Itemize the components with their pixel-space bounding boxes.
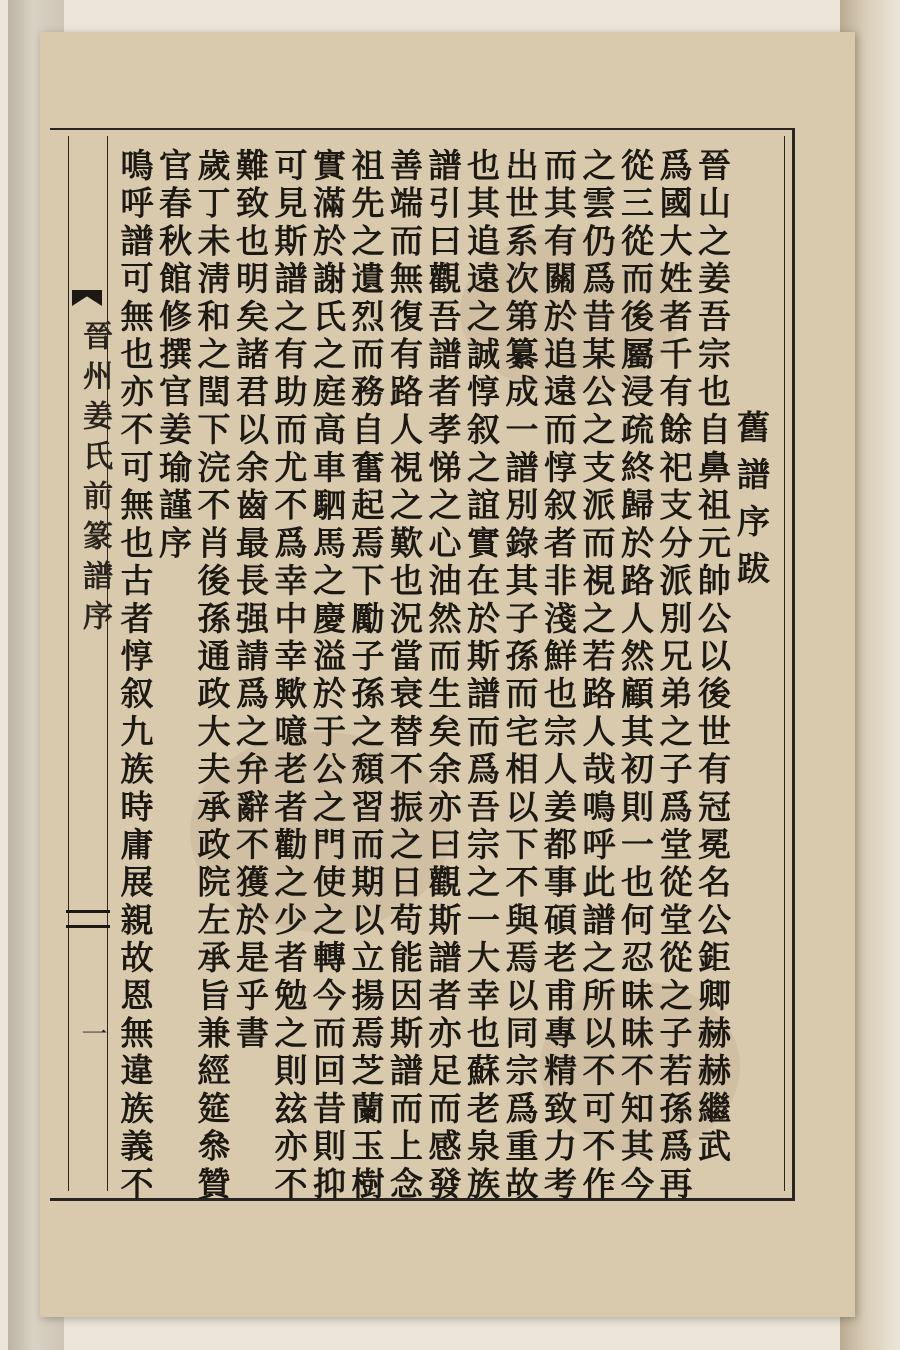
text-column-upper: 可見斯譜之有助而 [269, 148, 309, 450]
text-column-upper: 官春秋館修撰官姜 [154, 148, 193, 450]
text-column-upper: 鳴呼譜可無也亦不 [115, 148, 155, 450]
text-column-upper: 譜引曰觀吾譜者孝 [423, 148, 463, 450]
text-column-lower: 鼻祖元帥公以後世有冠冕名公鉅卿赫赫繼武 [693, 449, 732, 1166]
text-column-lower: 視之歎也況當衰替不振之日苟能因斯譜而上念 [385, 449, 424, 1204]
text-column-upper: 晉山之姜吾宗也自 [693, 148, 732, 450]
text-column-upper: 從三從而後屬浸疏 [616, 148, 655, 450]
text-column-upper: 善端而無復有路人 [385, 148, 424, 450]
text-column-upper: 之雲仍爲昔某公之 [577, 148, 617, 450]
text-column-upper: 實滿於謝氏之庭高 [308, 148, 347, 450]
page-number: 一 [77, 1020, 107, 1046]
text-column-lower: 支派而視之若路人哉鳴呼此譜之所以不可不作 [577, 449, 617, 1204]
text-column-lower: 尤不爲幸中幸歟噫老者勸之少者勉之則玆亦不 [269, 449, 309, 1204]
text-column-lower: 譜別錄其子孫而宅相以下不與焉以同宗爲重故 [500, 449, 540, 1204]
text-column-upper: 而其有關於追遠而 [539, 148, 578, 450]
text-column-lower: 奮起焉下勵子孫之頹習而期以立揚焉芝蘭玉樹 [346, 449, 386, 1204]
section-title: 舊譜序跋 [732, 410, 771, 598]
text-column-lower: 惇叙者非淺鮮也宗人姜都事碩老甫專精致力考 [539, 449, 578, 1204]
center-title: 晉州姜氏前篆譜序 [77, 320, 112, 640]
text-column-lower: 車駟馬之慶溢於于公之門使之轉今而回昔則抑 [308, 449, 347, 1204]
text-column-lower: 浣不肖後孫通政大夫承政院左承旨兼經筵叅贊 [192, 449, 232, 1204]
text-column-lower: 終歸於路人然顧其初則一也何忍昧昧不知其今 [616, 449, 655, 1204]
text-column-upper: 也其追遠之誠惇叙 [462, 148, 501, 450]
center-divider-mark [66, 910, 110, 928]
text-column-upper: 爲國大姓者千有餘 [654, 148, 694, 450]
text-column-lower: 瑜謹序 [154, 449, 193, 563]
text-column-upper: 出世系次第纂成一 [500, 148, 540, 450]
text-column-lower: 悌之心油然而生矣余亦曰觀斯譜者亦足而感發 [423, 449, 463, 1204]
text-column-upper: 歲丁未淸和之閏下 [192, 148, 232, 450]
text-column-lower: 余齒最長强請爲之弁辭不獲於是乎書 [231, 449, 270, 1053]
text-column-lower: 之誼實在於斯譜而爲吾宗之一大幸也蘇老泉族 [462, 449, 501, 1204]
text-column-upper: 難致也明矣諸君以 [231, 148, 270, 450]
text-column-lower: 祀支分派別兄弟之子爲堂從堂從之子若孫爲再 [654, 449, 694, 1204]
text-column-lower: 可無也古者惇叙九族時庸展親故恩無違族義不 [115, 449, 155, 1204]
text-column-upper: 祖先之遺烈而務自 [346, 148, 386, 450]
